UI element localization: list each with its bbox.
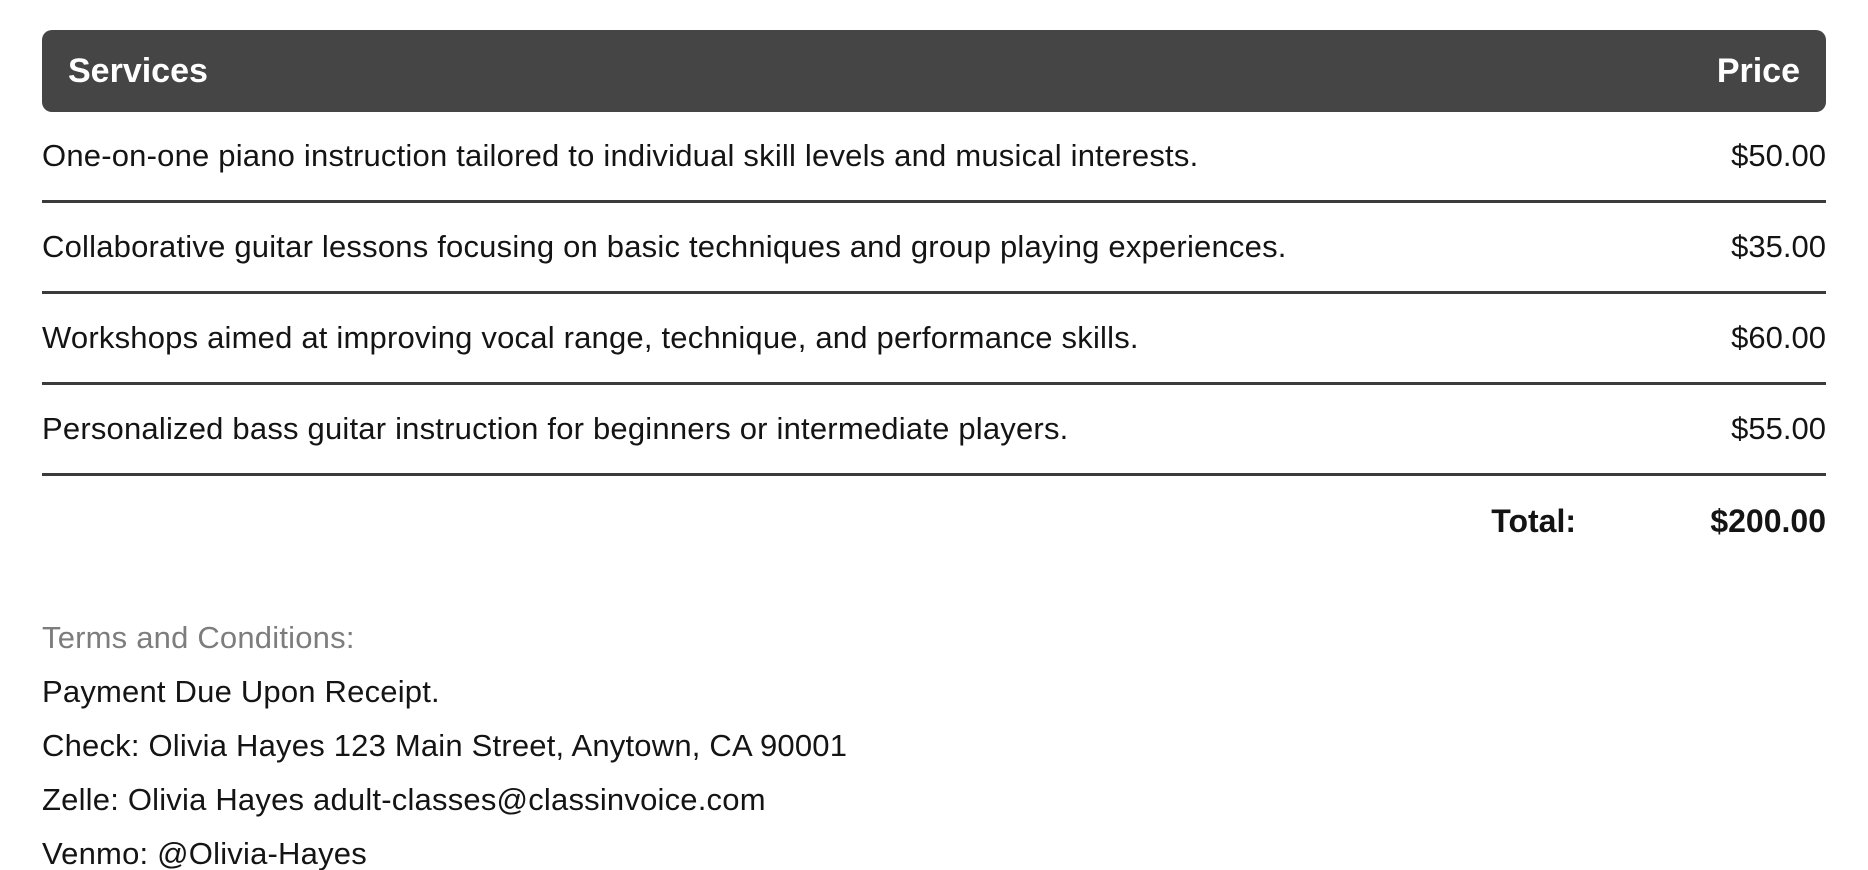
terms-line-zelle: Zelle: Olivia Hayes adult-classes@classinvoice.com bbox=[42, 782, 766, 817]
services-column-header: Services bbox=[68, 51, 208, 90]
service-description: One-on-one piano instruction tailored to individual skill levels and musical interests. bbox=[42, 138, 1199, 173]
terms-line-check: Check: Olivia Hayes 123 Main Street, Anytown, CA 90001 bbox=[42, 728, 848, 763]
service-description: Personalized bass guitar instruction for beginners or intermediate players. bbox=[42, 411, 1069, 446]
table-row bbox=[42, 112, 1826, 203]
terms-line-venmo: Venmo: @Olivia-Hayes bbox=[42, 836, 367, 870]
service-price: $35.00 bbox=[1731, 229, 1826, 264]
table-row bbox=[42, 203, 1826, 294]
terms-section bbox=[42, 611, 1826, 870]
service-price: $60.00 bbox=[1731, 320, 1826, 355]
services-table-header bbox=[42, 30, 1826, 112]
total-label: Total: bbox=[1491, 503, 1576, 539]
service-description: Collaborative guitar lessons focusing on basic techniques and group playing experiences. bbox=[42, 229, 1287, 264]
terms-heading: Terms and Conditions: bbox=[42, 620, 355, 655]
terms-line-payment: Payment Due Upon Receipt. bbox=[42, 674, 440, 709]
table-row bbox=[42, 385, 1826, 476]
total-row bbox=[42, 476, 1826, 567]
service-price: $55.00 bbox=[1731, 411, 1826, 446]
price-column-header: Price bbox=[1716, 51, 1800, 90]
service-description: Workshops aimed at improving vocal range, technique, and performance skills. bbox=[42, 320, 1139, 355]
table-row bbox=[42, 294, 1826, 385]
total-value: $200.00 bbox=[1710, 503, 1826, 539]
service-price: $50.00 bbox=[1731, 138, 1826, 173]
